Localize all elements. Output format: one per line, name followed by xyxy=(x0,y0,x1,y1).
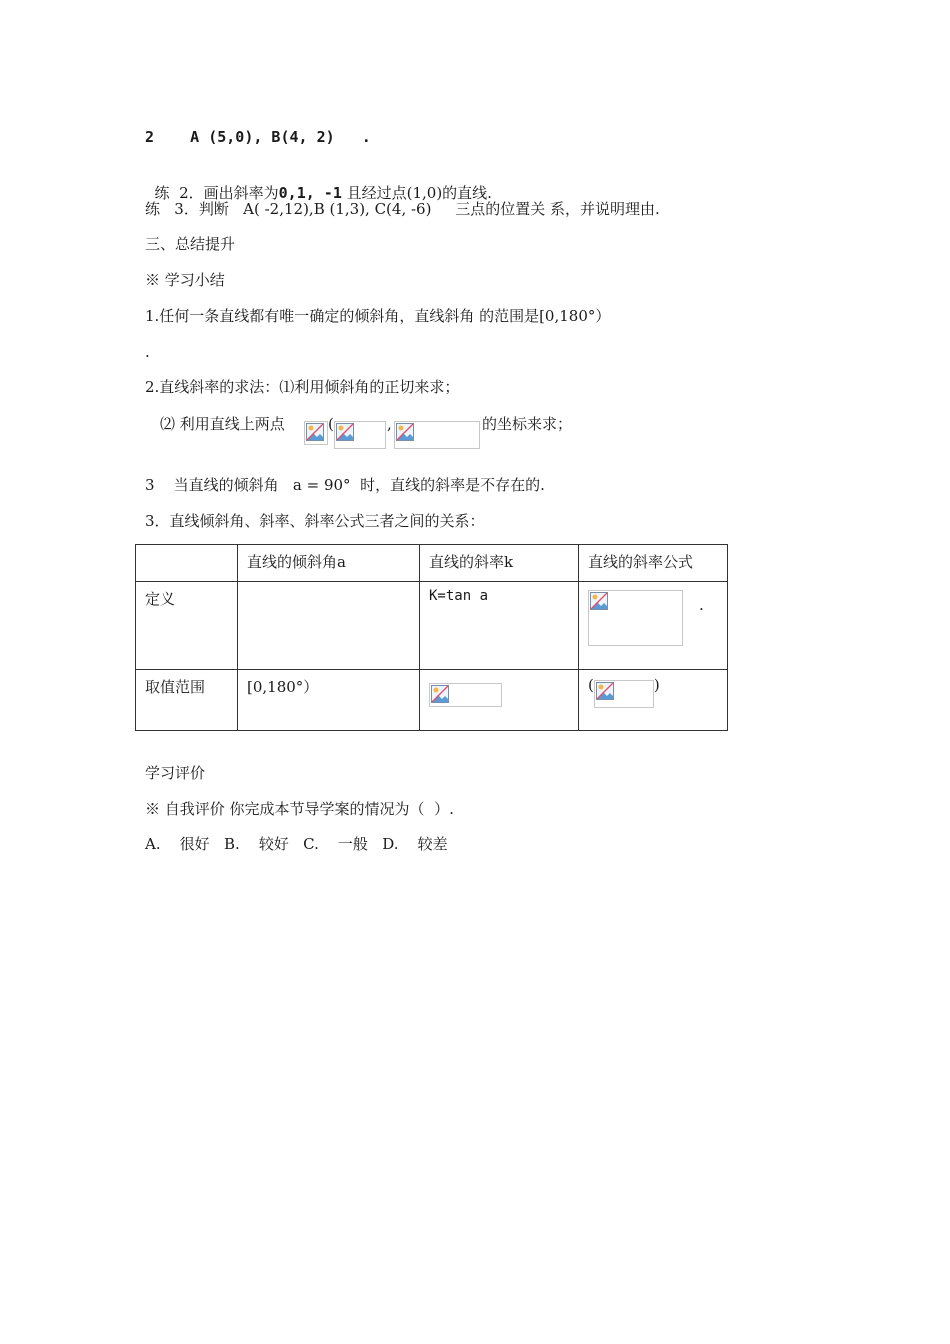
study-summary-heading: ※ 学习小结 xyxy=(145,271,225,289)
evaluation-options: A. 很好 B. 较好 C. 一般 D. 较差 xyxy=(145,835,448,853)
slope-values: 0,1, -1 xyxy=(278,184,342,202)
table-cell xyxy=(420,670,579,731)
period: . xyxy=(699,596,704,614)
formula-image-p1 xyxy=(334,421,386,449)
practice-2 xyxy=(145,163,492,203)
table-row-label: 定义 xyxy=(136,582,238,670)
summary-item-2b-suffix: 的坐标来求； xyxy=(482,415,573,433)
table-header-row xyxy=(136,545,728,582)
table-cell xyxy=(238,582,420,670)
section-summary-heading: 三、总结提升 xyxy=(145,235,236,253)
line-points-ab: 2 A (5,0), B(4, 2) . xyxy=(145,128,371,146)
table-header-cell xyxy=(136,545,238,582)
broken-image-icon xyxy=(306,423,324,441)
broken-image-icon xyxy=(336,423,354,441)
self-evaluation: ※ 自我评价 你完成本节导学案的情况为（ ）. xyxy=(145,800,454,818)
broken-image-icon xyxy=(590,592,608,610)
summary-item-1: 1.任何一条直线都有唯一确定的倾斜角，直线斜角 的范围是[0,180°） xyxy=(145,307,611,325)
relation-table xyxy=(135,544,728,731)
table-cell: K=tan a xyxy=(420,582,579,670)
broken-image-icon xyxy=(431,685,449,703)
broken-image-icon xyxy=(396,423,414,441)
table-cell: [0,180°） xyxy=(238,670,420,731)
formula-image-point xyxy=(304,421,328,445)
paren-close: ) xyxy=(653,676,660,694)
broken-image-icon xyxy=(596,682,614,700)
practice-2-rest: 且经过点(1,0)的直线. xyxy=(341,184,492,202)
summary-item-3: 3 当直线的倾斜角 a = 90° 时，直线的斜率是不存在的. xyxy=(145,476,545,494)
formula-image-p2 xyxy=(394,421,480,449)
paren-open: ( xyxy=(588,676,594,694)
summary-item-2b-prefix: ⑵ 利用直线上两点 xyxy=(160,415,285,433)
practice-2-text: 练 2．画出斜率为 xyxy=(154,184,279,202)
comma: , xyxy=(387,415,392,433)
table-cell xyxy=(579,670,728,731)
table-row xyxy=(136,582,728,670)
summary-item-2: 2.直线斜率的求法：⑴利用倾斜角的正切来求； xyxy=(145,378,460,396)
table-header-cell: 直线的斜率k xyxy=(420,545,579,582)
paren-open: ( xyxy=(328,415,334,433)
formula-image-range-k xyxy=(429,683,502,707)
table-header-cell: 直线的斜率公式 xyxy=(579,545,728,582)
summary-item-1-end: . xyxy=(145,343,150,361)
table-cell xyxy=(579,582,728,670)
practice-3: 练 3．判断 A( -2,12),B (1,3), C(4, -6) 三点的位置关 系，并说明理由. xyxy=(145,200,660,218)
relation-heading: 3．直线倾斜角、斜率、斜率公式三者之间的关系： xyxy=(145,512,485,530)
table-row-label: 取值范围 xyxy=(136,670,238,731)
table-header-cell: 直线的倾斜角a xyxy=(238,545,420,582)
formula-image-range-formula xyxy=(594,680,654,708)
formula-image-slope xyxy=(588,590,683,646)
table-row xyxy=(136,670,728,731)
evaluation-heading: 学习评价 xyxy=(145,764,206,782)
